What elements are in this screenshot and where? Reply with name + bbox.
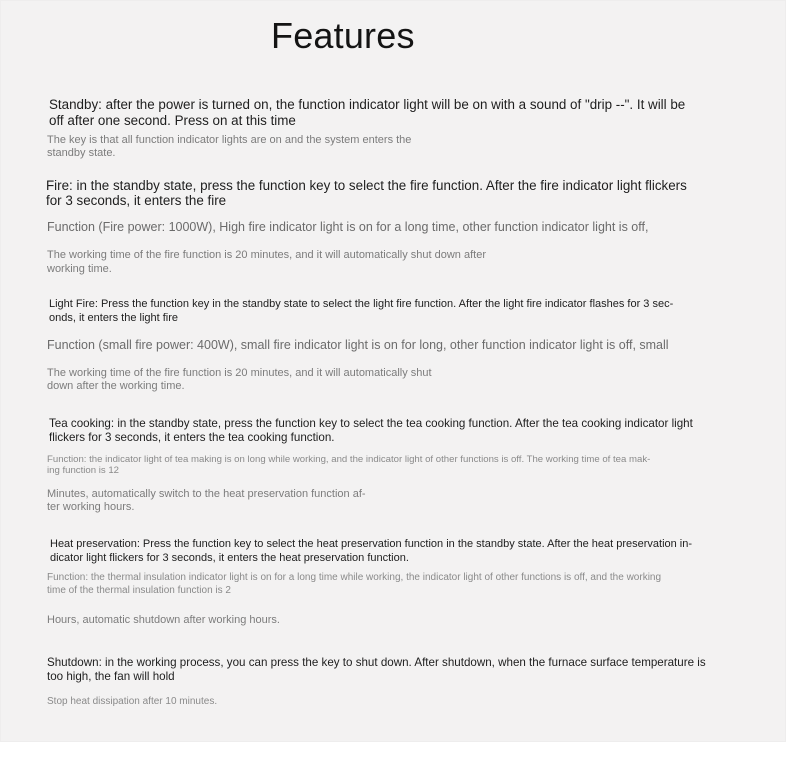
- tea-heading-line-2: flickers for 3 seconds, it enters the tea cooking function.: [49, 431, 335, 444]
- heat-heading-line-1: Heat preservation: Press the function key to select the heat preservation function in the standby state. After the heat preservation in-: [50, 538, 693, 550]
- tea-detail-line-1: Function: the indicator light of tea making is on long while working, and the indicator light of other functions is off. The working time of tea mak-: [47, 454, 651, 465]
- fire-detail-line-2: working time.: [47, 263, 112, 275]
- shutdown-heading-line-1: Shutdown: in the working process, you can press the key to shut down. After shutdown, when the furnace surface temperature is: [47, 656, 706, 669]
- standby-detail-line-1: The key is that all function indicator lights are on and the system enters the: [47, 134, 412, 146]
- light-fire-heading-line-1: Light Fire: Press the function key in the standby state to select the light fire function. After the light fire indicator flashes for 3 sec-: [49, 298, 674, 310]
- tea-continued-line-1: Minutes, automatically switch to the heat preservation function af-: [47, 488, 366, 500]
- standby-heading-line-1: Standby: after the power is turned on, the function indicator light will be on with a sound of "drip --". It will be: [49, 97, 686, 112]
- fire-detail-line-1: The working time of the fire function is 20 minutes, and it will automatically shut down after: [47, 249, 486, 261]
- light-fire-function-text: Function (small fire power: 400W), small fire indicator light is on for long, other function indicator light is off, small: [47, 338, 669, 352]
- fire-function-text: Function (Fire power: 1000W), High fire indicator light is on for a long time, other function indicator light is off,: [47, 220, 649, 234]
- fire-heading-line-2: for 3 seconds, it enters the fire: [46, 193, 227, 208]
- light-fire-detail-line-1: The working time of the fire function is 20 minutes, and it will automatically shut: [47, 367, 432, 379]
- standby-detail-line-2: standby state.: [47, 147, 116, 159]
- page-title: Features: [271, 15, 415, 56]
- standby-heading-line-2: off after one second. Press on at this time: [49, 113, 296, 128]
- fire-heading-line-1: Fire: in the standby state, press the function key to select the fire function. After the fire indicator light flickers: [46, 178, 687, 193]
- light-fire-heading-line-2: onds, it enters the light fire: [49, 312, 179, 324]
- heat-continued-text: Hours, automatic shutdown after working hours.: [47, 614, 280, 626]
- shutdown-heading-line-2: too high, the fan will hold: [47, 670, 175, 683]
- heat-detail-line-1: Function: the thermal insulation indicator light is on for a long time while working, the indicator light of other functions is off, and the working: [47, 572, 662, 583]
- tea-detail-line-2: ing function is 12: [47, 465, 119, 476]
- heat-detail-line-2: time of the thermal insulation function is 2: [47, 585, 231, 596]
- shutdown-detail-text: Stop heat dissipation after 10 minutes.: [47, 696, 218, 707]
- tea-heading-line-1: Tea cooking: in the standby state, press the function key to select the tea cooking function. After the tea cooking indicator light: [49, 417, 693, 430]
- tea-continued-line-2: ter working hours.: [47, 501, 135, 513]
- heat-heading-line-2: dicator light flickers for 3 seconds, it enters the heat preservation function.: [50, 552, 409, 564]
- light-fire-detail-line-2: down after the working time.: [47, 380, 185, 392]
